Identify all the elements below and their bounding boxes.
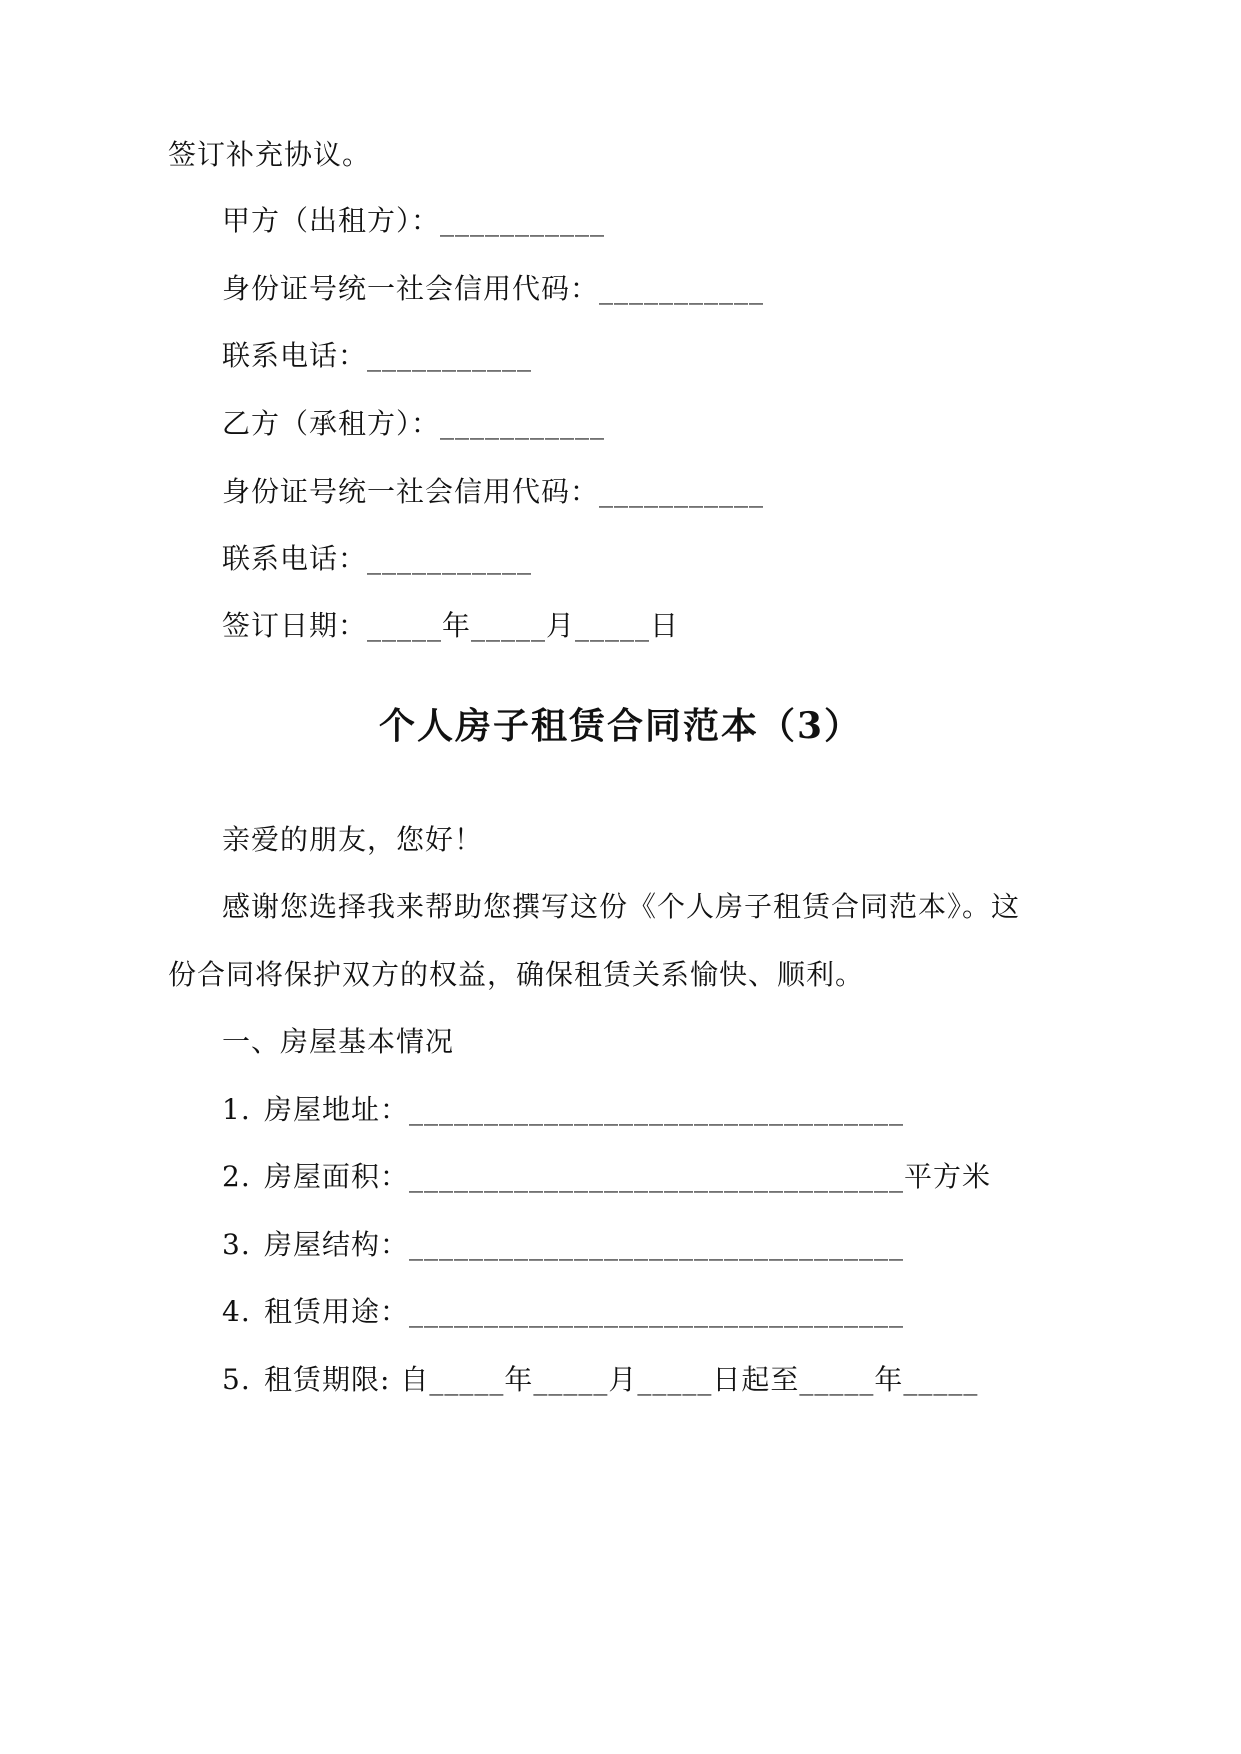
lease-term-field: 租赁期限: 自_____年_____月_____日起至_____年_____	[264, 1363, 979, 1396]
house-structure-field: 房屋结构：_________________________________	[264, 1228, 905, 1261]
list-item-number: 1.	[222, 1093, 251, 1126]
party-b-phone-field: 联系电话：___________	[222, 542, 533, 575]
intro-paragraph-line2: 份合同将保护双方的权益，确保租赁关系愉快、顺利。	[168, 958, 865, 991]
party-a-id-field: 身份证号统一社会信用代码：___________	[222, 272, 765, 305]
sign-date-field: 签订日期：_____年_____月_____日	[222, 609, 680, 642]
house-area-field: 房屋面积：_________________________________平方米	[264, 1160, 992, 1193]
lease-purpose-field: 租赁用途：_________________________________	[264, 1295, 905, 1328]
list-item-number: 3.	[222, 1228, 251, 1261]
list-item	[222, 1159, 991, 1195]
section-heading-house-info: 一、房屋基本情况	[222, 1025, 455, 1058]
greeting-text: 亲爱的朋友，您好！	[222, 823, 484, 856]
list-item-number: 4.	[222, 1295, 251, 1328]
house-address-field: 房屋地址：_________________________________	[264, 1093, 905, 1126]
party-a-field: 甲方（出租方）：___________	[222, 204, 606, 237]
list-item	[222, 1092, 904, 1128]
section-title: 个人房子租赁合同范本（3）	[378, 705, 863, 747]
list-item	[222, 1362, 978, 1398]
list-item-number: 5.	[222, 1363, 251, 1396]
party-b-field: 乙方（承租方）：___________	[222, 407, 606, 440]
continuation-text: 签订补充协议。	[168, 138, 372, 171]
party-b-id-field: 身份证号统一社会信用代码：___________	[222, 475, 765, 508]
intro-paragraph-line1: 感谢您选择我来帮助您撰写这份《个人房子租赁合同范本》。这	[222, 890, 1021, 923]
list-item	[222, 1227, 904, 1263]
list-item	[222, 1294, 904, 1330]
list-item-number: 2.	[222, 1160, 251, 1193]
party-a-phone-field: 联系电话：___________	[222, 339, 533, 372]
